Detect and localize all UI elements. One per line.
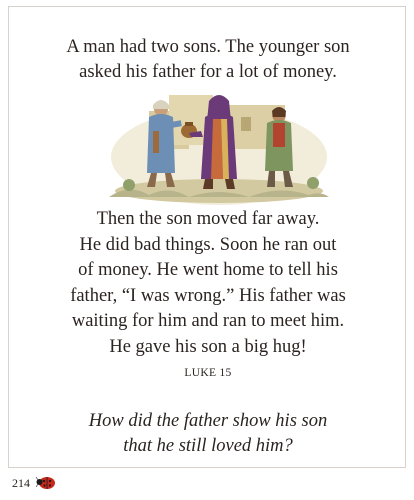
question-line: that he still loved him? <box>123 436 293 456</box>
intro-line: asked his father for a lot of money. <box>79 62 337 82</box>
story-line: waiting for him and ran to meet him. <box>71 311 345 331</box>
story-illustration <box>109 87 329 205</box>
story-line: Then the son moved far away. <box>96 209 320 229</box>
story-text <box>9 207 407 360</box>
scripture-reference: LUKE 15 <box>184 367 232 379</box>
story-line: He gave his son a big hug! <box>109 336 307 357</box>
page-frame <box>8 6 406 468</box>
story-line: father, “I was wrong.” His father was <box>70 285 346 306</box>
page-number: 214 <box>12 476 30 490</box>
intro-line: A man had two sons. The younger son <box>66 37 350 57</box>
discussion-question <box>9 409 407 459</box>
story-line: of money. He went home to tell his <box>78 260 338 280</box>
question-line: How did the father show his son <box>88 411 328 431</box>
intro-text <box>9 35 407 85</box>
story-line: He did bad things. Soon he ran out <box>79 234 337 255</box>
ladybug-icon <box>35 474 57 490</box>
